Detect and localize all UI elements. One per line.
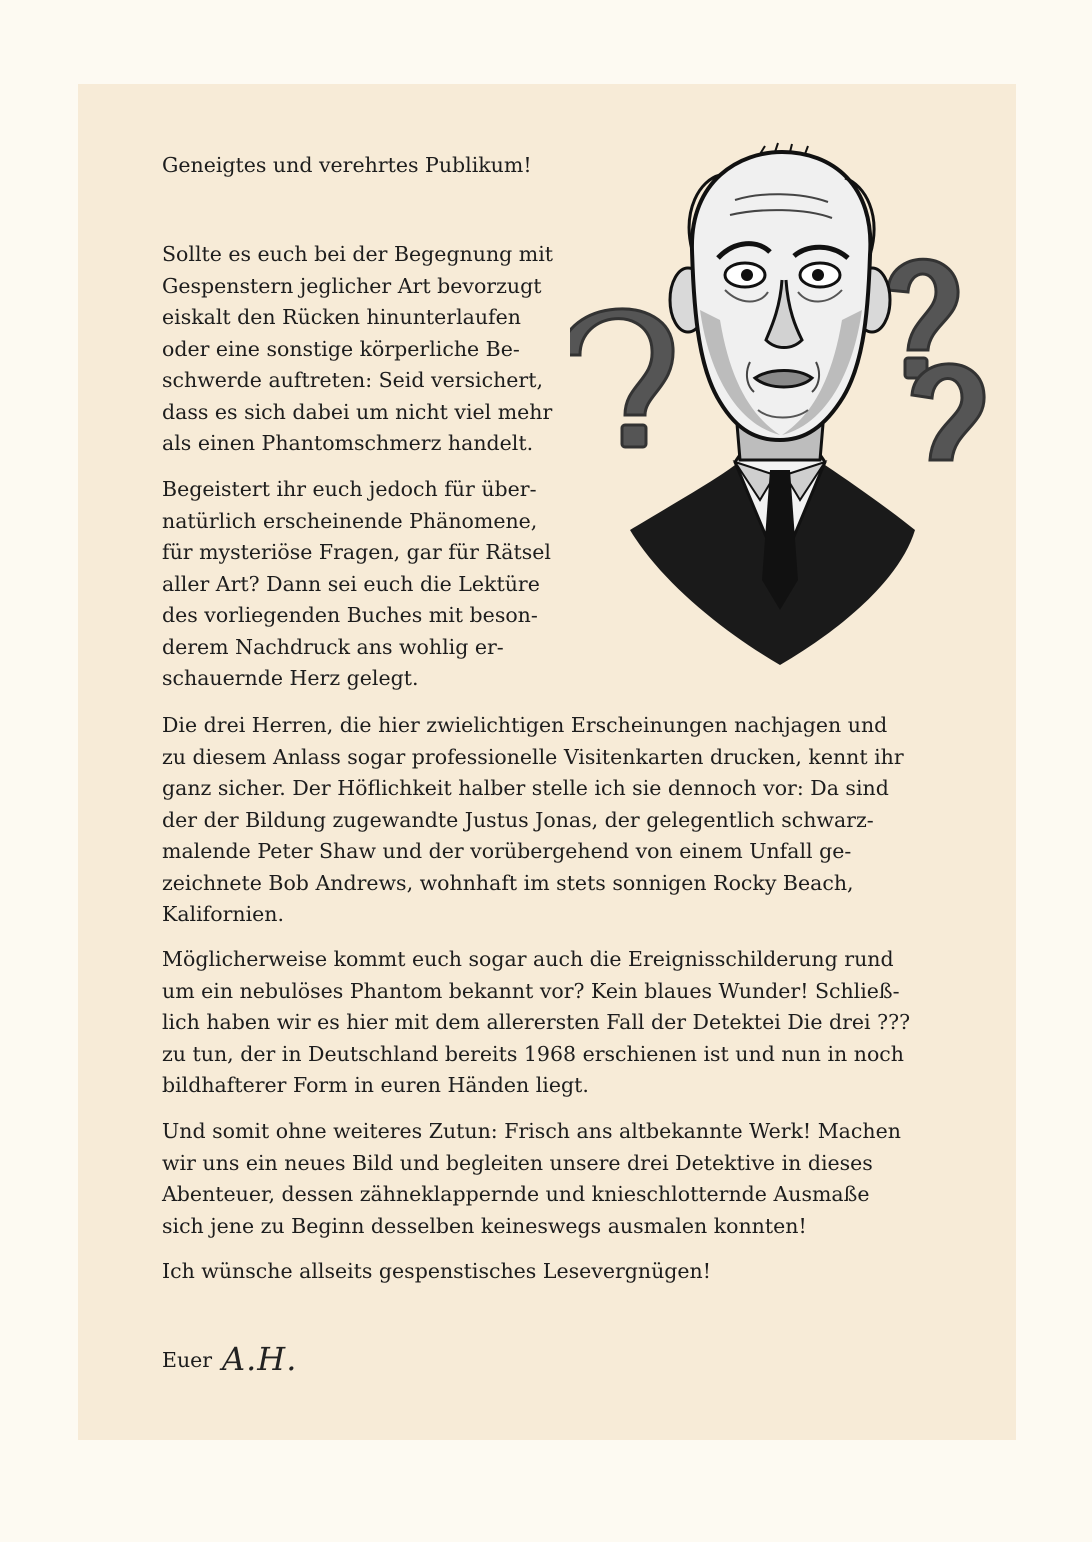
signature: A.H. — [222, 1340, 298, 1378]
text-line: schwerde auftreten: Seid versichert, — [162, 368, 543, 392]
paragraph-3 — [162, 710, 904, 931]
text-line: malende Peter Shaw und der vorübergehend von einem Unfall ge- — [162, 839, 852, 863]
text-line: um ein nebulöses Phantom bekannt vor? Kein blaues Wunder! Schließ- — [162, 978, 900, 1003]
paragraph-4 — [162, 944, 910, 1102]
text-line: bildhafterer Form in euren Händen liegt. — [162, 1073, 589, 1097]
paragraph-5 — [162, 1116, 901, 1242]
text-line: Gespenstern jeglicher Art bevorzugt — [162, 273, 542, 298]
text-line: derem Nachdruck ans wohlig er- — [162, 634, 504, 659]
closing-line: Ich wünsche allseits gespenstisches Lesevergnügen! — [162, 1259, 711, 1283]
text-line: Kalifornien. — [162, 902, 284, 926]
portrait-with-question-marks-icon — [570, 140, 990, 670]
text-line: Möglicherweise kommt euch sogar auch die Ereignisschilderung rund — [162, 947, 894, 971]
paragraph-1 — [162, 239, 553, 460]
text-line: natürlich erscheinende Phänomene, — [162, 508, 538, 533]
greeting: Geneigtes und verehrtes Publikum! — [162, 153, 532, 177]
text-line: zu diesem Anlass sogar professionelle Visitenkarten drucken, kennt ihr — [162, 744, 904, 769]
text-line: wir uns ein neues Bild und begleiten unsere drei Detektive in dieses — [162, 1150, 873, 1175]
text-line: Sollte es euch bei der Begegnung mit — [162, 242, 554, 266]
text-line: eiskalt den Rücken hinunterlaufen — [162, 305, 521, 329]
text-line: Und somit ohne weiteres Zutun: Frisch ans altbekannte Werk! Machen — [162, 1119, 901, 1143]
text-line: zeichnete Bob Andrews, wohnhaft im stets sonnigen Rocky Beach, — [162, 870, 854, 895]
text-line: des vorliegenden Buches mit beson- — [162, 603, 538, 627]
text-line: der der Bildung zugewandte Justus Jonas, der gelegentlich schwarz- — [162, 807, 874, 832]
text-line: als einen Phantomschmerz handelt. — [162, 431, 534, 455]
text-line: ganz sicher. Der Höflichkeit halber stelle ich sie dennoch vor: Da sind — [162, 776, 889, 800]
text-line: lich haben wir es hier mit dem allerersten Fall der Detektei Die drei ??? — [162, 1010, 911, 1034]
text-line: Abenteuer, dessen zähneklappernde und knieschlotternde Ausmaße — [162, 1182, 870, 1206]
text-line: schauernde Herz gelegt. — [162, 666, 419, 690]
sign-off: Euer — [162, 1348, 213, 1372]
paragraph-2 — [162, 474, 551, 695]
text-line: oder eine sonstige körperliche Be- — [162, 336, 520, 361]
text-line: zu tun, der in Deutschland bereits 1968 erschienen ist und nun in noch — [162, 1041, 904, 1066]
text-line: Begeistert ihr euch jedoch für über- — [162, 477, 537, 501]
text-line: sich jene zu Beginn desselben keineswegs ausmalen konnten! — [162, 1213, 807, 1238]
text-line: für mysteriöse Fragen, gar für Rätsel — [162, 540, 551, 564]
text-line: dass es sich dabei um nicht viel mehr — [162, 399, 553, 424]
text-line: aller Art? Dann sei euch die Lektüre — [162, 571, 540, 596]
text-line: Die drei Herren, die hier zwielichtigen Erscheinungen nachjagen und — [162, 713, 888, 737]
